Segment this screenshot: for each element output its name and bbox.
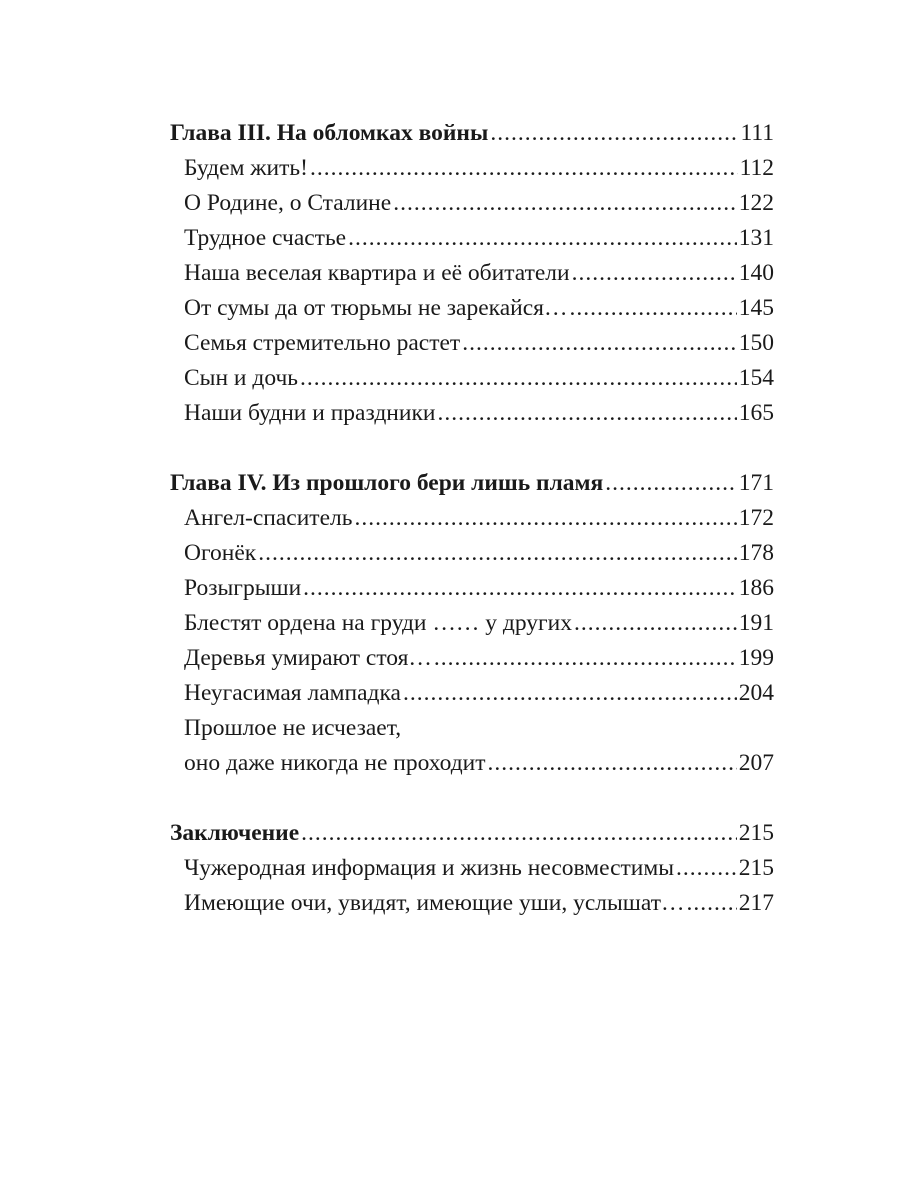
- dot-leader: [572, 256, 737, 291]
- toc-entry-title: Имеющие очи, увидят, имеющие уши, услышат…: [184, 890, 685, 916]
- toc-entry: [170, 536, 774, 571]
- toc-entry-title: Деревья умирают стоя…: [184, 645, 432, 671]
- toc-entry-first-line: [170, 711, 774, 746]
- toc-entry-title: Наша веселая квартира и её обитатели: [184, 260, 570, 286]
- dot-leader: [348, 221, 737, 256]
- toc-entry: [170, 221, 774, 256]
- dot-leader: [462, 326, 737, 361]
- toc-page-number: 140: [738, 260, 774, 286]
- toc-entry-title: Семья стремительно растет: [184, 330, 461, 356]
- dot-leader: [300, 361, 737, 396]
- toc-entry: [170, 151, 774, 186]
- toc-entry-title: Будем жить!: [184, 155, 308, 181]
- toc-entry: [170, 186, 774, 221]
- toc-entry-title: оно даже никогда не проходит: [184, 750, 486, 776]
- toc-entry: [170, 606, 774, 641]
- dot-leader: [488, 746, 737, 781]
- toc-heading: [170, 466, 774, 501]
- toc-entry: [170, 676, 774, 711]
- toc-heading-title: Заключение: [170, 820, 300, 846]
- toc-entry: [170, 256, 774, 291]
- toc-entry: [170, 326, 774, 361]
- toc-entry-title: Огонёк: [184, 540, 257, 566]
- toc-entry-title: Ангел-спаситель: [184, 505, 353, 531]
- toc-page-number: 204: [738, 680, 774, 706]
- toc-page-number: 112: [739, 155, 774, 181]
- dot-leader: [687, 886, 737, 921]
- toc-page-number: 215: [738, 855, 774, 881]
- toc-heading-title: Глава III. На обломках войны: [170, 120, 489, 146]
- toc-entry-title: Чужеродная информация и жизнь несовместимы: [184, 855, 675, 881]
- dot-leader: [574, 606, 737, 641]
- toc-entry-title: Трудное счастье: [184, 225, 347, 251]
- toc-entry-title: Неугасимая лампадка: [184, 680, 401, 706]
- toc-heading: [170, 816, 774, 851]
- toc-page-number: 150: [738, 330, 774, 356]
- toc-entry: [170, 396, 774, 431]
- toc-page-number: 215: [738, 820, 774, 846]
- dot-leader: [490, 116, 738, 151]
- dot-leader: [393, 186, 737, 221]
- toc-entry: [170, 291, 774, 326]
- toc-entry-title: От сумы да от тюрьмы не зарекайся…: [184, 295, 568, 321]
- dot-leader: [310, 151, 738, 186]
- toc-entry-title: О Родине, о Сталине: [184, 190, 392, 216]
- toc-entry-title: Розыгрыши: [184, 575, 302, 601]
- dot-leader: [403, 676, 737, 711]
- toc-entry-title: Сын и дочь: [184, 365, 299, 391]
- toc-entry: [170, 361, 774, 396]
- toc-page-number: 154: [738, 365, 774, 391]
- toc-entry: [170, 571, 774, 606]
- toc-page-number: 165: [738, 400, 774, 426]
- toc-page-number: 172: [738, 505, 774, 531]
- toc-entry-title: Блестят ордена на груди …… у других: [184, 610, 572, 636]
- dot-leader: [354, 501, 736, 536]
- toc-section-chapter-4: [170, 466, 774, 781]
- toc-page-number: 217: [738, 890, 774, 916]
- toc-entry-title: Наши будни и праздники: [184, 400, 436, 426]
- toc-page-number: 207: [738, 750, 774, 776]
- dot-leader: [258, 536, 737, 571]
- toc-entry: [170, 746, 774, 781]
- dot-leader: [676, 851, 737, 886]
- toc-section-conclusion: [170, 816, 774, 921]
- toc-page-number: 186: [738, 575, 774, 601]
- toc-heading-title: Глава IV. Из прошлого бери лишь пламя: [170, 470, 604, 496]
- toc-page-number: 145: [738, 295, 774, 321]
- dot-leader: [301, 816, 737, 851]
- toc-heading: [170, 116, 774, 151]
- dot-leader: [569, 291, 736, 326]
- toc-page-number: 178: [738, 540, 774, 566]
- dot-leader: [303, 571, 737, 606]
- toc-entry: [170, 851, 774, 886]
- toc-page-number: 131: [738, 225, 774, 251]
- toc-section-chapter-3: [170, 116, 774, 431]
- toc-entry-title: Прошлое не исчезает,: [184, 715, 402, 741]
- toc-page-number: 171: [738, 470, 774, 496]
- toc-page-number: 191: [738, 610, 774, 636]
- toc-page-number: 111: [740, 120, 774, 146]
- dot-leader: [437, 396, 736, 431]
- toc-entry: [170, 501, 774, 536]
- table-of-contents: [170, 116, 774, 921]
- toc-page-number: 199: [738, 645, 774, 671]
- dot-leader: [434, 641, 737, 676]
- toc-entry: [170, 641, 774, 676]
- dot-leader: [605, 466, 737, 501]
- toc-page-number: 122: [738, 190, 774, 216]
- toc-entry: [170, 886, 774, 921]
